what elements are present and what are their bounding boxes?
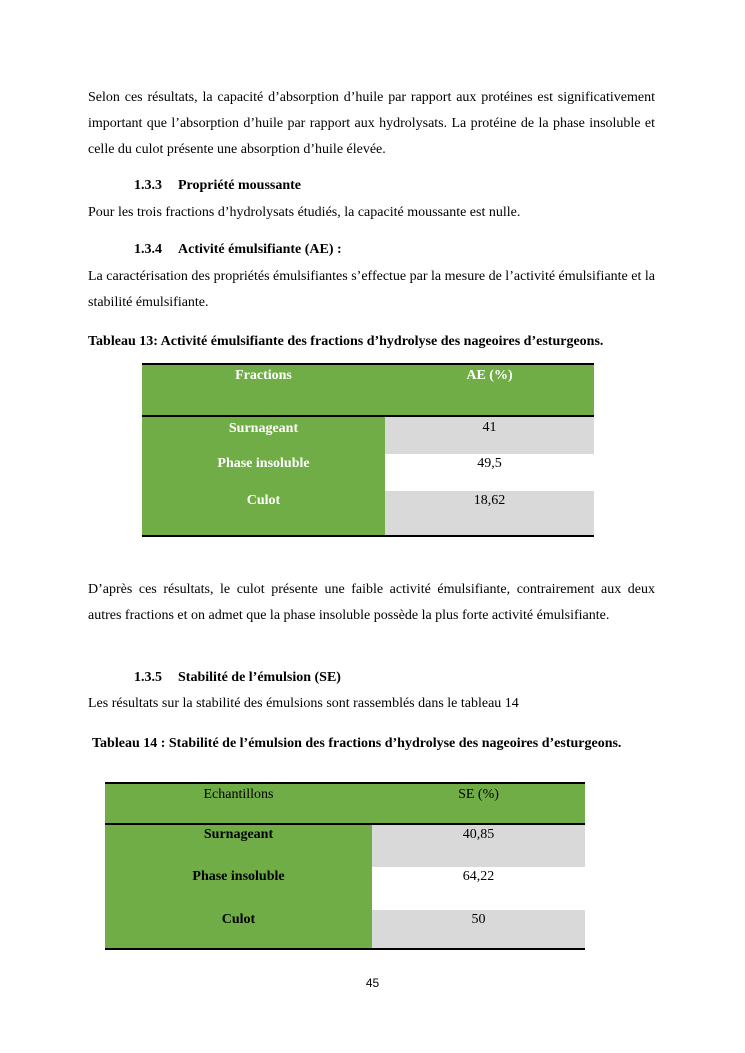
table-row <box>105 824 585 867</box>
table-13 <box>142 363 594 537</box>
table-13-caption: Tableau 13: Activité émulsifiante des fractions d’hydrolyse des nageoires d’esturgeons. <box>88 334 604 349</box>
section-number: 1.3.3 <box>134 178 162 193</box>
table-row <box>105 910 585 949</box>
row-label: Culot <box>142 491 385 536</box>
section-heading-1-3-3 <box>134 178 301 194</box>
table-14-caption: Tableau 14 : Stabilité de l’émulsion des fractions d’hydrolyse des nageoires d’esturgeons. <box>92 736 622 751</box>
paragraph-emulsifying-results: D’après ces résultats, le culot présente une faible activité émulsifiante, contrairement aux deux autres fractions et on admet que la phase insoluble possède la plus forte activité émulsifiante. <box>88 582 655 623</box>
column-header: Fractions <box>142 364 385 416</box>
table-row <box>105 867 585 910</box>
table-row <box>142 454 594 491</box>
cell-value: 49,5 <box>385 454 594 491</box>
paragraph-stability-intro: Les résultats sur la stabilité des émulsions sont rassemblés dans le tableau 14 <box>88 696 519 711</box>
section-title: Stabilité de l’émulsion (SE) <box>178 670 341 685</box>
section-heading-1-3-4 <box>134 242 342 258</box>
cell-value: 50 <box>372 910 585 949</box>
cell-value: 18,62 <box>385 491 594 536</box>
table-header-row <box>105 783 585 824</box>
row-label: Phase insoluble <box>105 867 372 910</box>
row-label: Culot <box>105 910 372 949</box>
cell-value: 40,85 <box>372 824 585 867</box>
table-row <box>142 416 594 454</box>
cell-value: 64,22 <box>372 867 585 910</box>
paragraph-emulsifying-intro: La caractérisation des propriétés émulsifiantes s’effectue par la mesure de l’activité émulsifiante et la stabilité émulsifiante. <box>88 269 655 310</box>
table-14 <box>105 782 585 950</box>
table-row <box>142 491 594 536</box>
section-number: 1.3.4 <box>134 242 162 257</box>
row-label: Phase insoluble <box>142 454 385 491</box>
paragraph-foaming: Pour les trois fractions d’hydrolysats étudiés, la capacité moussante est nulle. <box>88 205 521 220</box>
row-label: Surnageant <box>105 824 372 867</box>
cell-value: 41 <box>385 416 594 454</box>
section-title: Propriété moussante <box>178 178 301 193</box>
column-header: AE (%) <box>385 364 594 416</box>
column-header: SE (%) <box>372 783 585 824</box>
paragraph-oil-absorption: Selon ces résultats, la capacité d’absorption d’huile par rapport aux protéines est significativement important que l’absorption d’huile par rapport aux hydrolysats. La protéine de la phase insoluble et celle du culot présente une absorption d’huile élevée. <box>88 90 655 157</box>
page-number: 45 <box>365 976 380 990</box>
section-title: Activité émulsifiante (AE) : <box>178 242 342 257</box>
row-label: Surnageant <box>142 416 385 454</box>
column-header: Echantillons <box>105 783 372 824</box>
section-heading-1-3-5 <box>134 670 341 686</box>
section-number: 1.3.5 <box>134 670 162 685</box>
table-header-row <box>142 364 594 416</box>
